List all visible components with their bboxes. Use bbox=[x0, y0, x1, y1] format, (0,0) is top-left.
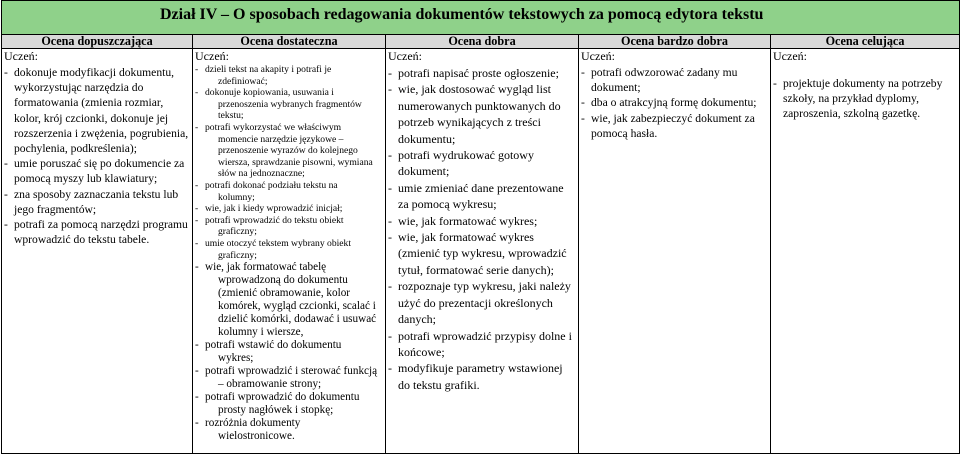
item-lead: potrafi wprowadzić do tekstu obiekt bbox=[205, 214, 344, 226]
cell-dostateczna bbox=[193, 49, 386, 454]
list-item: - projektuje dokumenty na potrzeby szkoły, na przykład dyplomy, zaproszenia, szkolną gazetkę. bbox=[773, 76, 957, 122]
list-item bbox=[195, 417, 383, 443]
list-item: - potrafi napisać proste ogłoszenie; bbox=[388, 65, 576, 81]
list-item: - potrafi wprowadzić przypisy dolne i końcowe; bbox=[388, 328, 576, 361]
item-rest: przenoszenia wybranych fragmentów tekstu; bbox=[218, 98, 362, 122]
header-dobra: Ocena dobra bbox=[386, 35, 579, 49]
list-item: - wie, jak dostosować wygląd list numerowanych punktowanych do potrzeb wynikających z treści dokumentu; bbox=[388, 81, 576, 147]
item-rest: zdefiniować; bbox=[218, 75, 268, 87]
item-lead: potrafi wprowadzić do dokumentu bbox=[205, 391, 360, 404]
item-rest: wprowadzoną do dokumentu (zmienić obramowanie, kolor komórek, wygląd czcionki, scalać i dzielić komórki, dodawać i usuwać kolumny i wiersze, bbox=[218, 274, 377, 339]
list-item bbox=[195, 215, 383, 238]
item-lead: dokonuje kopiowania, usuwania i bbox=[205, 87, 334, 99]
list-item: - modyfikuje parametry wstawionej do tekstu grafiki. bbox=[388, 360, 576, 393]
list-item bbox=[195, 122, 383, 180]
item-lead: wie, jak formatować tabelę bbox=[205, 261, 327, 274]
list-item bbox=[195, 64, 383, 87]
list-item bbox=[195, 180, 383, 203]
page-title: Dział IV – O sposobach redagowania dokumentów tekstowych za pomocą edytora tekstu bbox=[2, 1, 960, 35]
header-dostateczna: Ocena dostateczna bbox=[193, 35, 386, 49]
student-label: Uczeń: bbox=[581, 49, 615, 63]
cell-dopuszczajaca bbox=[2, 49, 193, 454]
list-item: - wie, jak formatować wykres (zmienić typ wykresu, wprowadzić tytuł, formatować serie danych); bbox=[388, 229, 576, 278]
list-dopuszczajaca bbox=[4, 65, 190, 247]
header-bardzo-dobra: Ocena bardzo dobra bbox=[579, 35, 771, 49]
list-bardzo-dobra bbox=[581, 65, 768, 141]
cell-dobra bbox=[386, 49, 579, 454]
header-dopuszczajaca: Ocena dopuszczająca bbox=[2, 35, 193, 49]
student-label: Uczeń: bbox=[773, 49, 807, 63]
item-lead: potrafi wprowadzić i sterować funkcją bbox=[205, 365, 378, 378]
list-item: - potrafi wydrukować gotowy dokument; bbox=[388, 147, 576, 180]
item-rest: wielostronicowe. bbox=[218, 430, 295, 443]
list-item: - zna sposoby zaznaczania tekstu lub jego fragmentów; bbox=[4, 187, 190, 217]
list-item: - dba o atrakcyjną formę dokumentu; bbox=[581, 95, 768, 110]
item-lead: potrafi wstawić do dokumentu bbox=[205, 339, 342, 352]
item-lead: potrafi dokonać podziału tekstu na bbox=[205, 179, 338, 191]
cell-bardzo-dobra bbox=[579, 49, 771, 454]
student-label: Uczeń: bbox=[4, 49, 38, 63]
grade-header-row bbox=[2, 35, 960, 49]
student-label: Uczeń: bbox=[195, 49, 229, 63]
header-celujaca: Ocena celująca bbox=[771, 35, 960, 49]
list-dostateczna bbox=[195, 64, 383, 443]
list-celujaca bbox=[773, 76, 957, 122]
item-rest: graficzny; bbox=[218, 226, 257, 238]
item-rest: wykres; bbox=[218, 352, 254, 365]
item-rest: graficzny; bbox=[218, 249, 257, 261]
list-item bbox=[195, 203, 383, 215]
list-item bbox=[195, 391, 383, 417]
list-item: - wie, jak formatować wykres; bbox=[388, 213, 576, 229]
student-label: Uczeń: bbox=[388, 49, 422, 63]
item-rest: kolumny; bbox=[218, 191, 255, 203]
requirements-table bbox=[1, 0, 960, 454]
list-item bbox=[195, 339, 383, 365]
list-item: - umie poruszać się po dokumencie za pomocą myszy lub klawiatury; bbox=[4, 156, 190, 186]
item-rest: prosty nagłówek i stopkę; bbox=[218, 404, 334, 417]
list-item: - wie, jak zabezpieczyć dokument za pomocą hasła. bbox=[581, 111, 768, 141]
list-item bbox=[195, 238, 383, 261]
list-item: - umie zmieniać dane prezentowane za pomocą wykresu; bbox=[388, 180, 576, 213]
list-item: - rozpoznaje typ wykresu, jaki należy użyć do prezentacji określonych danych; bbox=[388, 278, 576, 327]
list-item bbox=[195, 261, 383, 339]
cell-celujaca bbox=[771, 49, 960, 454]
item-lead: potrafi wykorzystać we właściwym bbox=[205, 121, 342, 133]
list-item bbox=[195, 87, 383, 122]
item-lead: wie, jak i kiedy wprowadzić inicjał; bbox=[205, 203, 343, 215]
item-lead: dzieli tekst na akapity i potrafi je bbox=[205, 64, 332, 75]
list-item: - potrafi odwzorować zadany mu dokument; bbox=[581, 65, 768, 95]
list-item: - dokonuje modyfikacji dokumentu, wykorzystując narzędzia do formatowania (zmienia rozmiar, kolor, krój czcionki, dokonuje jej rozszerzenia i zwężenia, pogrubienia, pochylenia, podkreślenia); bbox=[4, 65, 190, 156]
item-lead: rozróżnia dokumenty bbox=[205, 417, 301, 430]
item-rest: – obramowanie strony; bbox=[218, 378, 322, 391]
list-item: - potrafi za pomocą narzędzi programu wprowadzić do tekstu tabele. bbox=[4, 217, 190, 247]
list-item bbox=[195, 365, 383, 391]
item-rest: momencie narzędzie językowe – przenoszenie wyrazów do kolejnego wiersza, sprawdzanie pisowni, wymiana słów na jednoznaczne; bbox=[218, 133, 373, 180]
item-lead: umie otoczyć tekstem wybrany obiekt bbox=[205, 237, 351, 249]
list-dobra bbox=[388, 65, 576, 393]
